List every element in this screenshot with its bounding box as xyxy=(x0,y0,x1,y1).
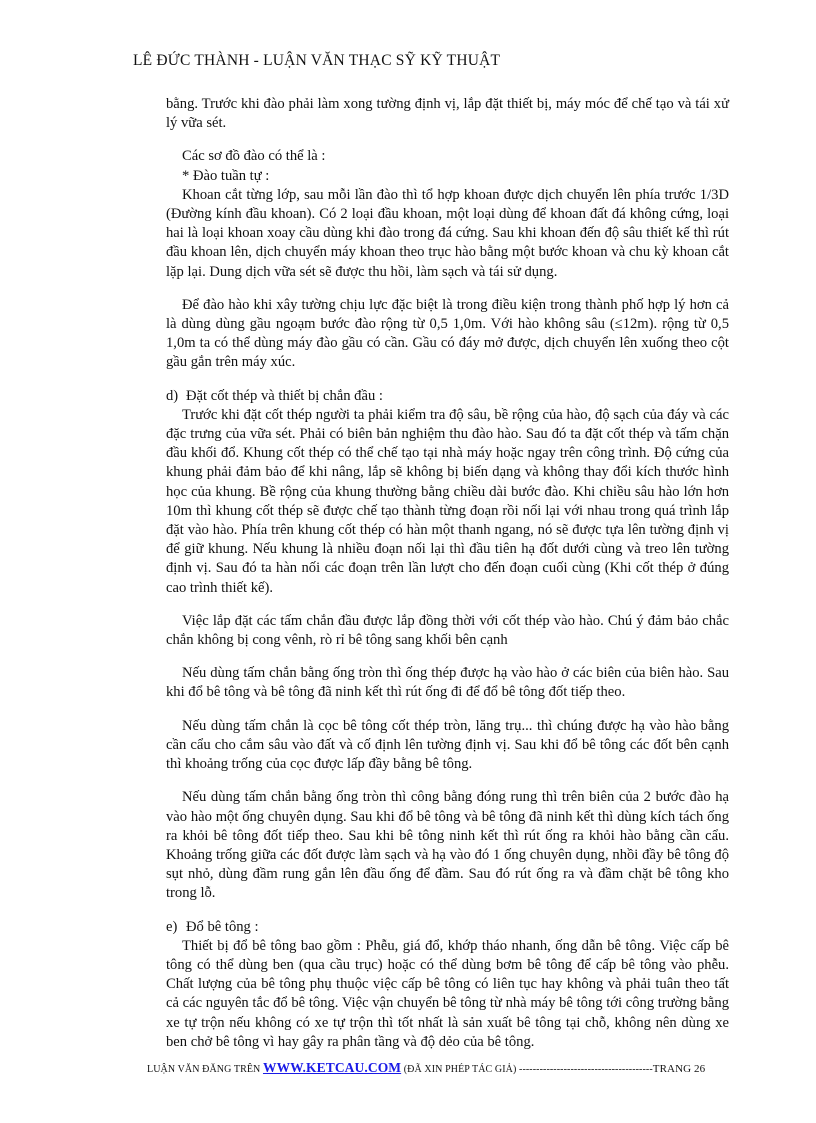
spacer xyxy=(166,703,729,717)
section-e-title: Đổ bê tông : xyxy=(186,918,259,935)
page-footer xyxy=(147,1060,722,1076)
spacer xyxy=(166,373,729,387)
running-header: LÊ ĐỨC THÀNH - LUẬN VĂN THẠC SỸ KỸ THUẬT xyxy=(133,52,501,69)
spacer xyxy=(166,133,729,147)
section-d-heading xyxy=(166,387,729,406)
paragraph-intro: bằng. Trước khi đào phải làm xong tường định vị, lắp đặt thiết bị, máy móc để chế tạo và tái xử lý vữa sét. xyxy=(166,96,729,132)
paragraph-e1: Thiết bị đổ bê tông bao gồm : Phễu, giá đổ, khớp tháo nhanh, ống dẫn bê tông. Việc cấp bê tông có thể dùng ben (qua cầu trục) hoặc có thể dùng bơm bê tông để cấp bê tông vào phễu. Chất lượng của bê tông phụ thuộc việc cấp bê tông có liên tục hay không và phải tuân theo tất cả các nguyên tắc đổ bê tông. Việc vận chuyển bê tông từ nhà máy bê tông tới công trường bằng xe tự trộn nếu không có xe tự trộn thì tốt nhất là sản xuất bê tông tại chỗ, không nên dùng xe ben chở bê tông vì hay gây ra phân tầng và độ dẻo của bê tông. xyxy=(166,937,729,1050)
paragraph-bucket: Để đào hào khi xây tường chịu lực đặc biệt là trong điều kiện trong thành phố hợp lý hơn cả là dùng dùng gầu ngoạm bước đào rộng từ 0,5 1,0m. Với hào không sâu (≤12m). rộng từ 0,5 1,0m ta có thể dùng máy đào gầu có cần. Gầu có đáy mở được, dịch chuyển lên xuống theo cột gầu gắn trên máy xúc. xyxy=(166,296,729,371)
spacer xyxy=(166,904,729,918)
section-e-heading xyxy=(166,918,729,937)
paragraph-drill: Khoan cắt từng lớp, sau mỗi lần đào thì tổ hợp khoan được dịch chuyển lên phía trước 1/3D (Đường kính đầu khoan). Có 2 loại đầu khoan, một loại dùng để khoan đất đá không cứng, loại hai là loại khoan xoay cầu dùng khi đào trong đá cứng. Sau khi khoan đến độ sâu thiết kế thì rút đầu khoan lên, dịch chuyển máy khoan theo trục hào bằng một bước khoan và chu kỳ khoan cắt lặp lại. Dung dịch vữa sét sẽ được thu hồi, làm sạch và tái sử dụng. xyxy=(166,186,729,280)
section-e-number: e) xyxy=(166,918,178,935)
section-d-number: d) xyxy=(166,387,179,404)
section-d-title: Đặt cốt thép và thiết bị chắn đầu : xyxy=(186,387,383,404)
paragraph-d5: Nếu dùng tấm chắn bằng ống tròn thì công bằng đóng rung thì trên biên của 2 bước đào hạ vào hào một ống chuyên dụng. Sau khi đổ bê tông và bê tông đã ninh kết thì dùng kích tách ống ra khỏi bê tông đốt tiếp theo. Sau khi bê tông ninh kết thì rút ống ra khỏi hào bằng cần cẩu. Khoảng trống giữa các đốt được làm sạch và hạ vào đó 1 ống chuyên dụng, nhồi đầy bê tông độ sụt nhỏ, dùng đầm rung gắn lên đầu ống để đầm. Sau đó rút ống ra và đầm chặt bê tông kho trong lỗ. xyxy=(166,789,729,902)
page-number: TRANG 26 xyxy=(652,1063,706,1075)
paragraph-d2: Việc lắp đặt các tấm chắn đầu được lắp đồng thời với cốt thép vào hào. Chú ý đảm bảo chắc chắn không bị cong vênh, rò rỉ bê tông sang khối bên cạnh xyxy=(166,612,729,649)
footer-website-link[interactable]: WWW.KETCAU.COM xyxy=(262,1060,402,1075)
paragraph-d4: Nếu dùng tấm chắn là cọc bê tông cốt thép tròn, lăng trụ... thì chúng được hạ vào hào bằng cần cẩu cho cắm sâu vào đất và cố định lên tường định vị. Sau khi đổ bê tông các đốt bên cạnh thì khoảng trống của cọc được lấp đầy bằng bê tông. xyxy=(166,717,729,773)
paragraph-d1: Trước khi đặt cốt thép người ta phải kiểm tra độ sâu, bề rộng của hào, độ sạch của đáy và các đặc trưng của vữa sét. Phải có biên bản nghiệm thu đào hào. Sau đó ta đặt cốt thép và tấm chặn đầu khối đổ. Khung cốt thép có thể chế tạo tại nhà máy hoặc ngay trên công trình. Độ cứng của khung phải đảm bảo để khi nâng, lắp sẽ không bị biến dạng và không thay đổi kích thước hình học của khung. Bề rộng của khung thường bằng chiều dài bước đào. Khi chiều sâu hào lớn hơn 10m thì khung cốt thép sẽ được chế tạo thành từng đoạn rồi nối lại với nhau trong quá trình lắp đặt vào hào. Phía trên khung cốt thép có hàn một thanh ngang, nó sẽ được tựa lên tường định vị để giữ khung. Nếu khung là nhiều đoạn nối lại thì đầu tiên hạ đốt dưới cùng và treo lên tường định vị. Sau đó ta hàn nối các đoạn trên lần lượt cho đến đoạn cuối cùng (Khi cốt thép ở đúng cao trình thiết kế). xyxy=(166,406,729,596)
spacer xyxy=(166,282,729,296)
paragraph-schemes: Các sơ đồ đào có thể là : xyxy=(182,148,326,165)
paragraph-d3: Nếu dùng tấm chắn bằng ống tròn thì ống thép được hạ vào hào ở các biên của biên hào. Sau khi đổ bê tông và bê tông đã ninh kết thì rút ống đi để đổ bê tông đốt tiếp theo. xyxy=(166,665,729,701)
spacer xyxy=(166,774,729,788)
footer-prefix: LUẬN VĂN ĐĂNG TRÊN xyxy=(147,1064,263,1075)
spacer xyxy=(166,598,729,612)
page-body xyxy=(166,95,729,1052)
paragraph-sequential: * Đào tuần tự : xyxy=(182,167,270,184)
spacer xyxy=(166,650,729,664)
footer-suffix: (ĐÃ XIN PHÉP TÁC GIẢ) --------------------------------------- xyxy=(401,1064,653,1075)
